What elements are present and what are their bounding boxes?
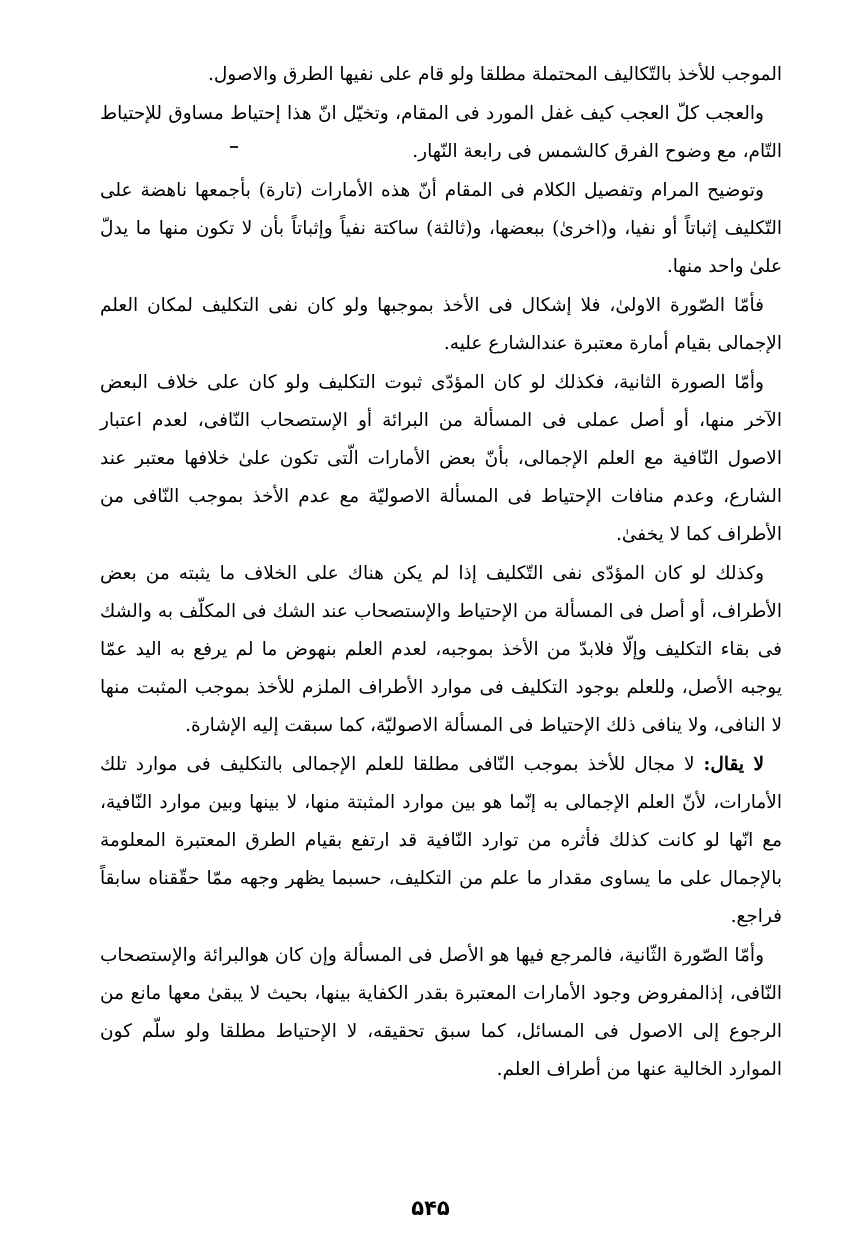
paragraph-text: وأمّا الصورة الثانية، فكذلك لو كان المؤدّى ثبوت التكليف ولو كان على خلاف البعض الآخر منها، أو أصل عملى فى المسألة من البرائة أو الإستصحاب النّافى، لعدم اعتبار الاصول النّافية مع العلم الإجمالى، بأنّ بعض الأمارات الّتى تكون علىٰ خلافها معتبر عند الشارع، وعدم منافات الإحتياط فى المسألة الاصوليّة مع عدم الأخذ بموجب النّافى من الأطراف كما لا يخفىٰ. bbox=[100, 372, 782, 545]
page-number: ۵۴۵ bbox=[411, 1196, 450, 1220]
paragraph-text: فأمّا الصّورة الاولىٰ، فلا إشكال فى الأخذ بموجبها ولو كان نفى التكليف لمكان العلم الإجمالى بقيام أمارة معتبرة عندالشارع عليه. bbox=[100, 295, 782, 354]
paragraph-text: لا مجال للأخذ بموجب النّافى مطلقا للعلم الإجمالى بالتكليف فى موارد تلك الأمارات، لأنّ العلم الإجمالى به إنّما هو بين موارد المثبتة منها، لا بينها وبين موارد النّافية، مع انّها لو كانت كذلك فأثره من توارد النّافية قد ارتفع بقيام الطرق المعتبرة المعلومة بالإجمال على ما يساوى مقدار ما علم من التكليف، حسبما يظهر وجهه ممّا حقّقناه سابقاً فراجع. bbox=[100, 754, 782, 927]
paragraph-text: وتوضيح المرام وتفصيل الكلام فى المقام أنّ هذه الأمارات (تارة) بأجمعها ناهضة على التّكليف إثباتاً أو نفيا، و(اخرىٰ) ببعضها، و(ثالثة) ساكتة نفياً وإثباتاً بأن لا تكون منها ما يدلّ علىٰ واحد منها. bbox=[100, 180, 782, 277]
paragraph-1 bbox=[100, 56, 782, 94]
paragraph-6 bbox=[100, 555, 782, 745]
paragraph-text: وأمّا الصّورة الثّانية، فالمرجع فيها هو الأصل فى المسألة وإن كان هوالبرائة والإستصحاب النّافى، إذالمفروض وجود الأمارات المعتبرة بقدر الكفاية بينها، بحيث لا يبقىٰ معها مانع من الرجوع إلى الاصول فى المسائل، كما سبق تحقيقه، لا الإحتياط مطلقا ولو سلّم كون الموارد الخالية عنها من أطراف العلم. bbox=[100, 945, 782, 1080]
paragraph-text: والعجب كلّ العجب كيف غفل المورد فى المقام، وتخيّل انّ هذا إحتياط مساوق للإحتياط التّام، مع وضوح الفرق كالشمس فى رابعة النّهار. bbox=[100, 103, 782, 162]
paragraph-2 bbox=[100, 95, 782, 171]
paragraph-text: الموجب للأخذ بالتّكاليف المحتملة مطلقا ولو قام على نفيها الطرق والاصول. bbox=[207, 64, 782, 85]
paragraph-8 bbox=[100, 937, 782, 1089]
paragraph-4 bbox=[100, 287, 782, 363]
paragraph-lead: لا يقال: bbox=[703, 754, 765, 775]
body-text bbox=[100, 56, 782, 1089]
paragraph-5 bbox=[100, 364, 782, 554]
paragraph-text: وكذلك لو كان المؤدّى نفى التّكليف إذا لم يكن هناك على الخلاف ما يثبته من بعض الأطراف، أو أصل فى المسألة من الإحتياط والإستصحاب عند الشك فى المكلّف به والشك فى بقاء التكليف وإلّا فلابدّ من الأخذ بموجبه، لعدم العلم بنهوض ما لم يرفع به اليد عمّا يوجبه الأصل، وللعلم بوجود التكليف فى موارد الأطراف الملزم للأخذ بموجب المثبت منها لا النافى، ولا ينافى ذلك الإحتياط فى المسألة الاصوليّة، كما سبقت إليه الإشارة. bbox=[100, 563, 782, 736]
paragraph-7 bbox=[100, 746, 782, 936]
paragraph-3 bbox=[100, 172, 782, 286]
